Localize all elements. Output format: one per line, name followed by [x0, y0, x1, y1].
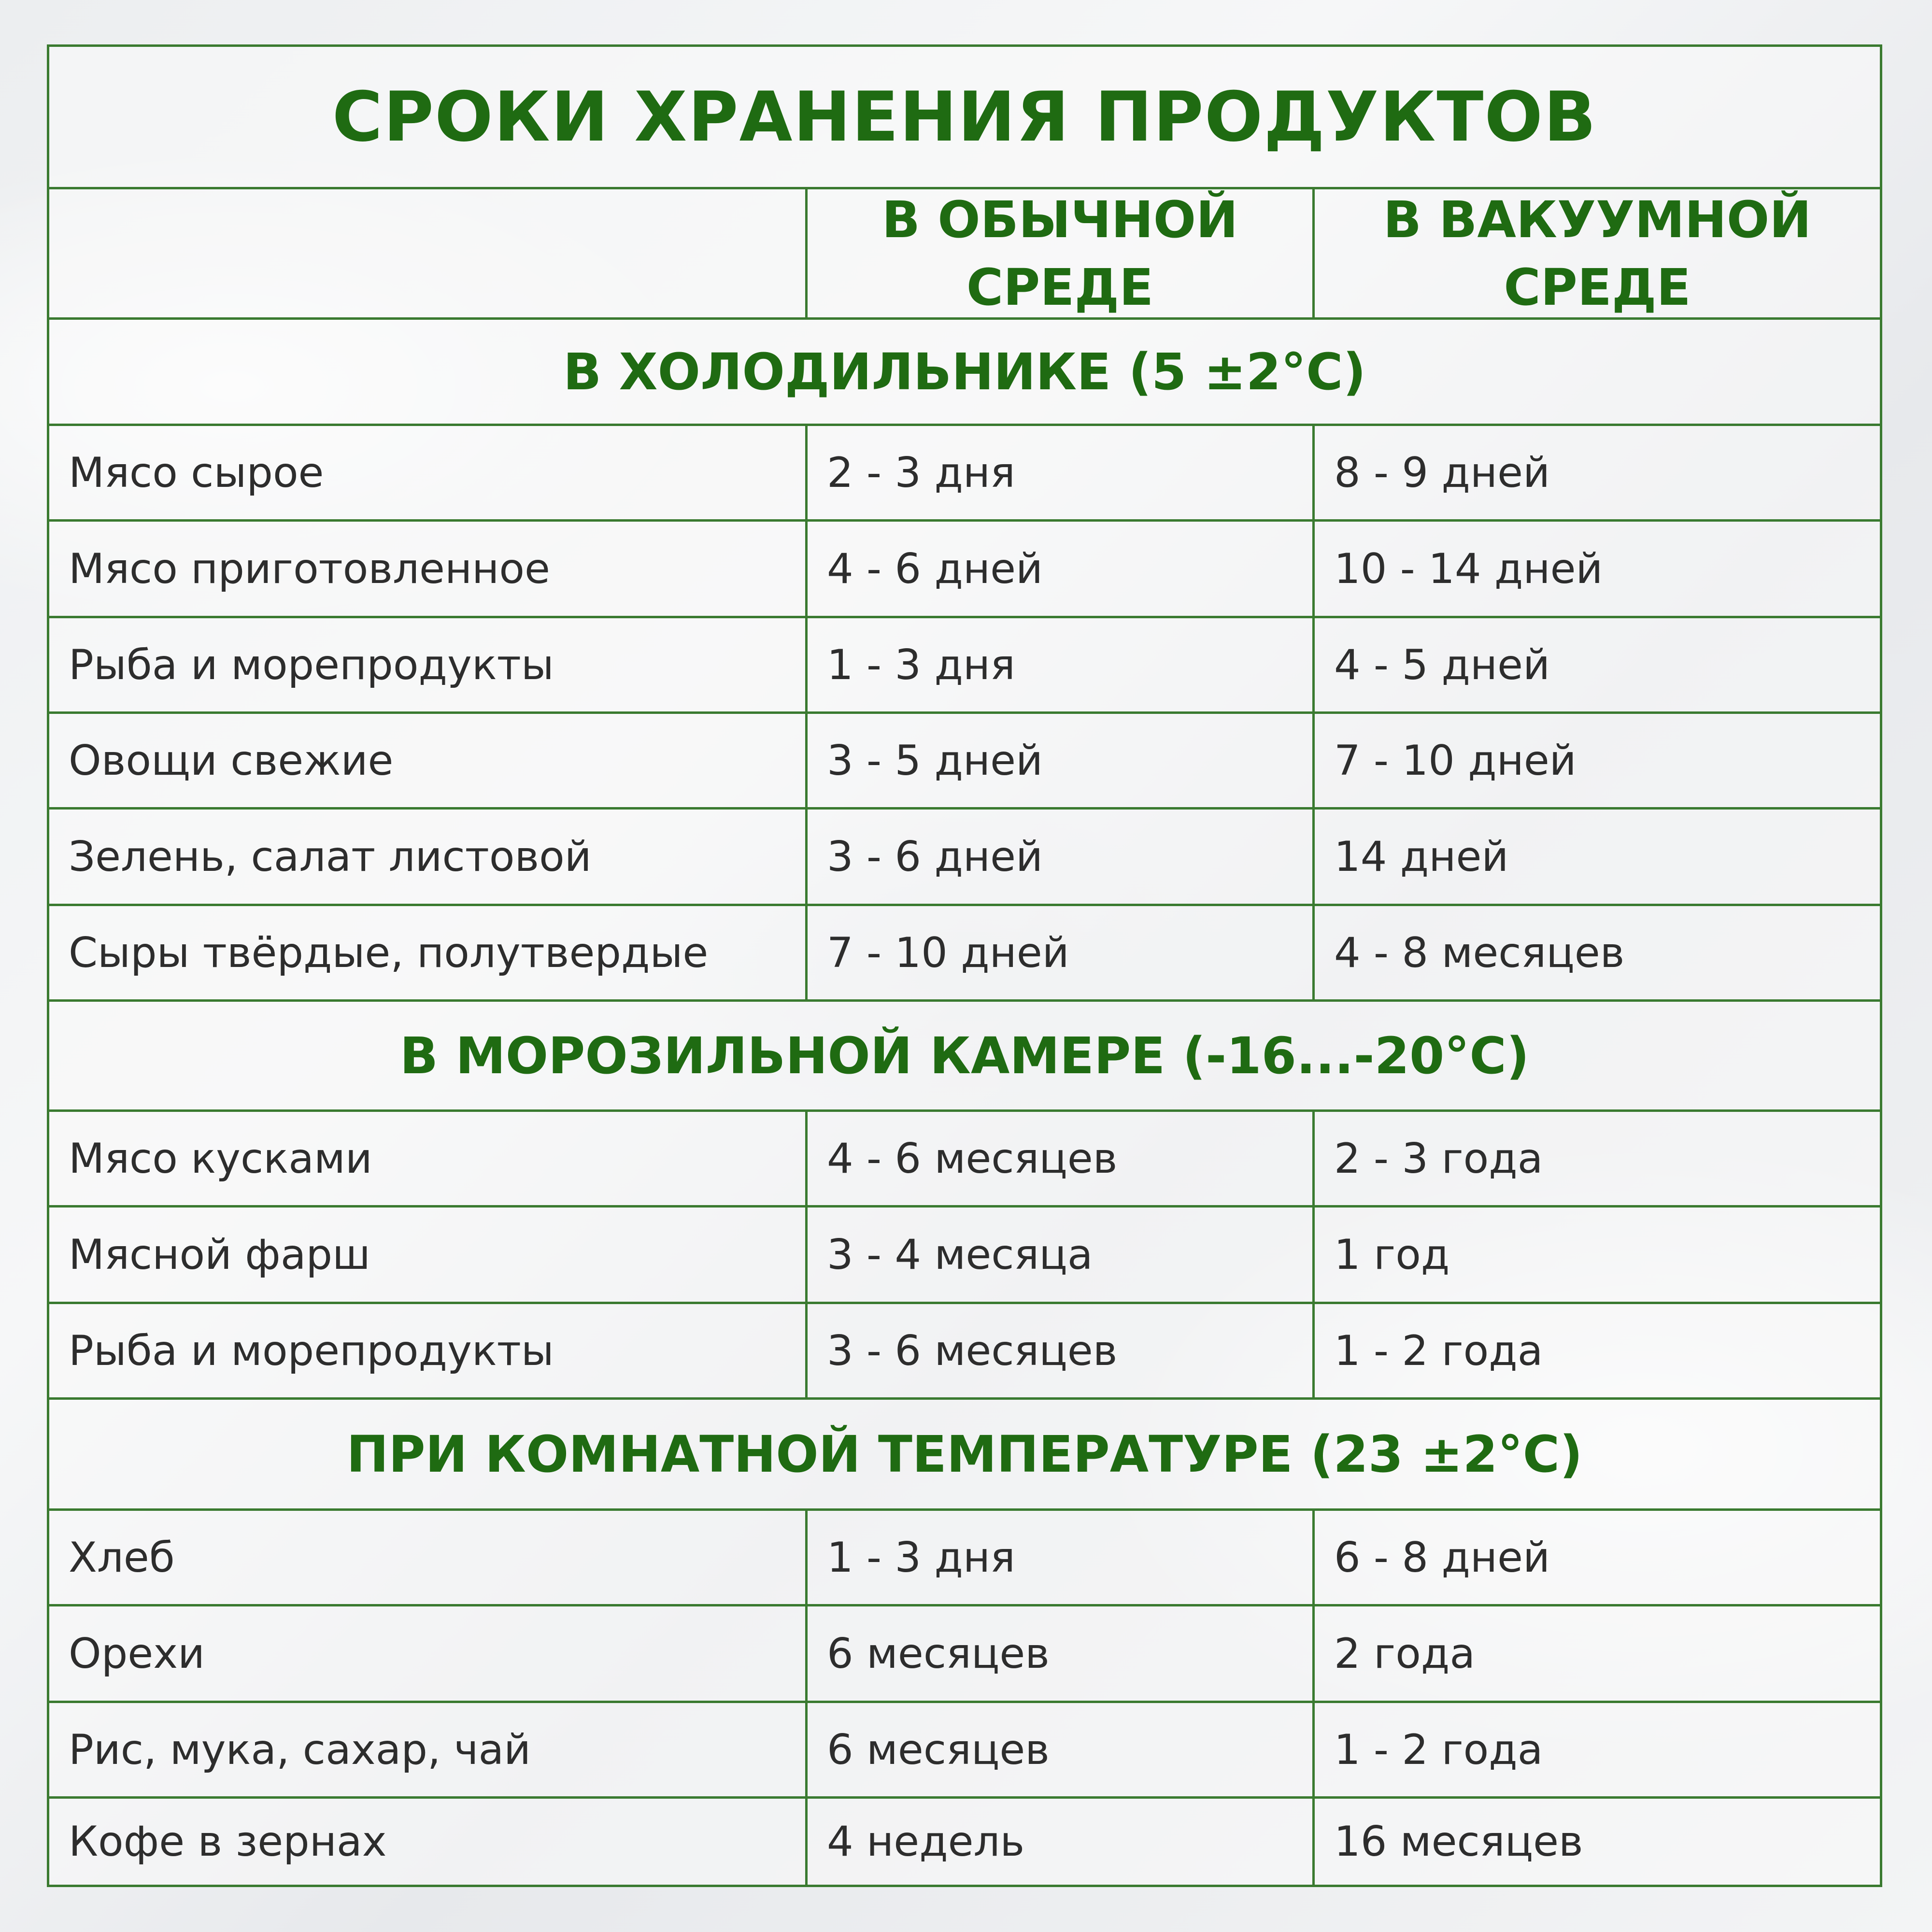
normal-cell: 3 - 4 месяца: [805, 1208, 1312, 1302]
normal-cell: 3 - 6 месяцев: [805, 1304, 1312, 1397]
normal-cell: 6 месяцев: [805, 1703, 1312, 1796]
product-cell: Мясо приготовленное: [69, 544, 550, 593]
column-header-row: [49, 189, 1880, 320]
section-heading-row: [49, 1002, 1880, 1112]
table-row: [49, 1112, 1880, 1208]
normal-cell: 1 - 3 дня: [805, 618, 1312, 711]
normal-cell: 3 - 6 дней: [805, 810, 1312, 904]
table-row: [49, 1304, 1880, 1400]
vacuum-cell: 6 - 8 дней: [1312, 1511, 1880, 1604]
normal-cell: 2 - 3 дня: [805, 426, 1312, 519]
normal-cell: 6 месяцев: [805, 1606, 1312, 1701]
vacuum-cell: 8 - 9 дней: [1312, 426, 1880, 519]
table-row: [49, 1606, 1880, 1703]
product-cell: Сыры твёрдые, полутвердые: [69, 928, 709, 977]
product-cell: Рис, мука, сахар, чай: [69, 1725, 531, 1774]
vacuum-cell: 16 месяцев: [1312, 1799, 1880, 1885]
product-cell: Мясо кусками: [69, 1134, 372, 1183]
title-row: [49, 47, 1880, 189]
column-header-vacuum-line2: СРЕДЕ: [1504, 257, 1691, 317]
vacuum-cell: 2 года: [1312, 1606, 1880, 1701]
product-cell: Мясо сырое: [69, 448, 324, 497]
column-header-normal: [805, 189, 1312, 317]
column-header-vacuum-line1: В ВАКУУМНОЙ: [1383, 190, 1812, 249]
normal-cell: 4 недель: [805, 1799, 1312, 1885]
vacuum-cell: 4 - 8 месяцев: [1312, 906, 1880, 999]
column-header-normal-line2: СРЕДЕ: [966, 257, 1154, 317]
column-header-normal-line1: В ОБЫЧНОЙ: [881, 190, 1238, 249]
section-heading-freezer: В МОРОЗИЛЬНОЙ КАМЕРЕ (-16...-20°C): [399, 1026, 1530, 1085]
normal-cell: 4 - 6 месяцев: [805, 1112, 1312, 1205]
vacuum-cell: 14 дней: [1312, 810, 1880, 904]
vacuum-cell: 2 - 3 года: [1312, 1112, 1880, 1205]
table-row: [49, 810, 1880, 906]
page-title: СРОКИ ХРАНЕНИЯ ПРОДУКТОВ: [332, 77, 1597, 157]
table-row: [49, 618, 1880, 714]
vacuum-cell: 7 - 10 дней: [1312, 714, 1880, 807]
table-row: [49, 426, 1880, 522]
section-heading-row: [49, 1400, 1880, 1511]
vacuum-cell: 1 - 2 года: [1312, 1703, 1880, 1796]
section-heading-fridge: В ХОЛОДИЛЬНИКЕ (5 ±2°C): [563, 342, 1366, 401]
column-header-product: [49, 189, 805, 317]
product-cell: Орехи: [69, 1629, 205, 1678]
vacuum-cell: 10 - 14 дней: [1312, 522, 1880, 616]
section-heading-room: ПРИ КОМНАТНОЙ ТЕМПЕРАТУРЕ (23 ±2°C): [346, 1424, 1583, 1484]
product-cell: Рыба и морепродукты: [69, 1326, 554, 1375]
vacuum-cell: 4 - 5 дней: [1312, 618, 1880, 711]
product-cell: Мясной фарш: [69, 1230, 370, 1279]
normal-cell: 7 - 10 дней: [805, 906, 1312, 999]
normal-cell: 4 - 6 дней: [805, 522, 1312, 616]
table-row: [49, 1799, 1880, 1885]
table-row: [49, 1703, 1880, 1799]
product-cell: Хлеб: [69, 1533, 175, 1582]
product-cell: Овощи свежие: [69, 736, 394, 785]
vacuum-cell: 1 - 2 года: [1312, 1304, 1880, 1397]
table-row: [49, 522, 1880, 618]
product-cell: Рыба и морепродукты: [69, 640, 554, 689]
normal-cell: 1 - 3 дня: [805, 1511, 1312, 1604]
product-cell: Кофе в зернах: [69, 1818, 387, 1866]
vacuum-cell: 1 год: [1312, 1208, 1880, 1302]
table-row: [49, 1208, 1880, 1304]
table-row: [49, 1511, 1880, 1606]
normal-cell: 3 - 5 дней: [805, 714, 1312, 807]
column-header-vacuum: [1312, 189, 1880, 317]
table-row: [49, 906, 1880, 1002]
table-row: [49, 714, 1880, 810]
section-heading-row: [49, 320, 1880, 426]
product-cell: Зелень, салат листовой: [69, 832, 592, 881]
storage-table: [47, 44, 1882, 1887]
